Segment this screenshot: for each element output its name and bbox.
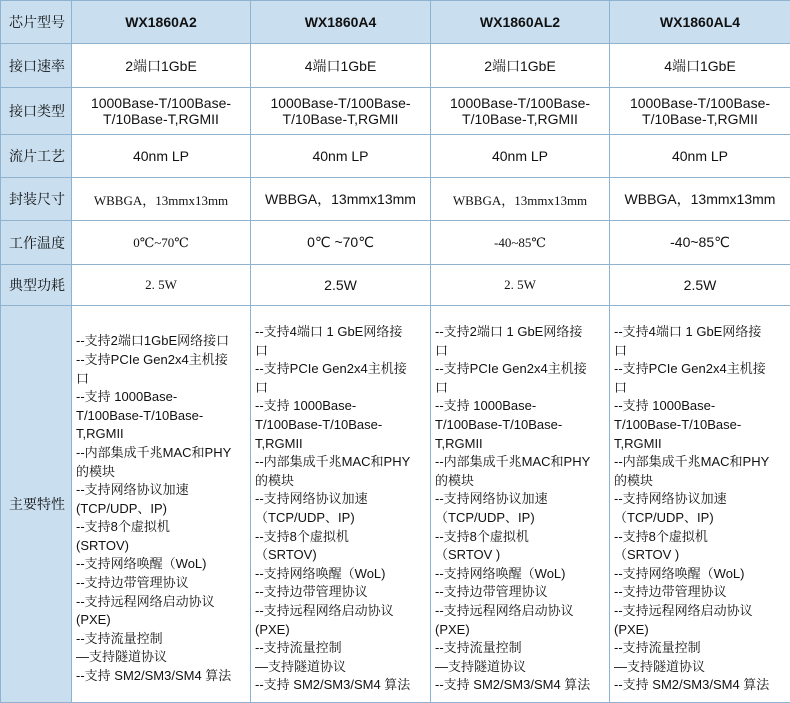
feature-line: --支持边带管理协议 (435, 584, 548, 600)
cell-value: 4端口1GbE (251, 44, 431, 88)
feature-line: (TCP/UDP、IP) (76, 500, 168, 516)
header-row (1, 1, 790, 44)
feature-line: --支持流量控制 (76, 630, 163, 646)
feature-list (431, 306, 610, 703)
feature-line: --支持网络唤醒（WoL) (614, 565, 745, 581)
feature-line: --支持2端口1GbE网络接口 (76, 333, 230, 349)
feature-list (610, 306, 790, 703)
feature-line: --支持流量控制 (435, 640, 522, 656)
feature-line: 的模块 (435, 472, 475, 488)
feature-line: --支持 SM2/SM3/SM4 算法 (255, 677, 411, 693)
row-interface-speed (1, 44, 790, 88)
feature-line: T,RGMII (435, 435, 483, 451)
feature-line: (SRTOV) (76, 537, 129, 553)
row-label: 封装尺寸 (1, 178, 72, 221)
feature-line: --支持流量控制 (614, 640, 701, 656)
feature-list (251, 306, 431, 703)
feature-line: （SRTOV ) (614, 547, 680, 563)
row-label: 主要特性 (1, 306, 72, 703)
feature-line: --内部集成千兆MAC和PHY (76, 444, 232, 460)
chip-name: WX1860A2 (72, 1, 251, 44)
chip-name: WX1860AL4 (610, 1, 790, 44)
feature-line: --支持 SM2/SM3/SM4 算法 (76, 668, 232, 684)
row-label: 典型功耗 (1, 265, 72, 306)
cell-value (431, 88, 610, 135)
cell-value: 2.5W (251, 265, 431, 306)
feature-line: 口 (435, 379, 449, 395)
cell-value: 4端口1GbE (610, 44, 790, 88)
row-temperature (1, 221, 790, 265)
header-label: 芯片型号 (1, 1, 72, 44)
feature-line: --支持PCIe Gen2x4主机接 (76, 351, 228, 367)
cell-value: WBBGA，13mmx13mm (610, 178, 790, 221)
cell-value: 2端口1GbE (431, 44, 610, 88)
feature-line: 口 (255, 379, 269, 395)
feature-line: (PXE) (614, 621, 649, 637)
row-label: 流片工艺 (1, 135, 72, 178)
cell-value: WBBGA，13mmx13mm (251, 178, 431, 221)
feature-line: （TCP/UDP、IP) (435, 510, 535, 525)
feature-line: --支持4端口 1 GbE网络接 (614, 324, 762, 340)
feature-line: --内部集成千兆MAC和PHY (435, 454, 591, 470)
feature-line: —支持隧道协议 (614, 658, 706, 674)
row-label: 接口类型 (1, 88, 72, 135)
feature-line: --支持 1000Base- (435, 398, 537, 414)
cell-value: 2端口1GbE (72, 44, 251, 88)
feature-line: --支持网络协议加速 (255, 491, 368, 507)
feature-line: --支持远程网络启动协议 (255, 602, 394, 618)
feature-line: (PXE) (255, 621, 290, 637)
feature-line: 的模块 (614, 472, 654, 488)
feature-line: --支持PCIe Gen2x4主机接 (614, 361, 766, 377)
cell-value: 2. 5W (72, 265, 251, 306)
cell-value (72, 88, 251, 135)
row-package (1, 178, 790, 221)
feature-line: (PXE) (435, 621, 470, 637)
cell-value: 40nm LP (72, 135, 251, 178)
feature-line: --支持2端口 1 GbE网络接 (435, 324, 583, 340)
cell-value: 2.5W (610, 265, 790, 306)
feature-line: --支持网络唤醒（WoL) (435, 565, 566, 581)
feature-line: --支持边带管理协议 (76, 575, 189, 591)
feature-line: （SRTOV ) (435, 547, 501, 563)
value-line: T/10Base-T,RGMII (462, 111, 578, 127)
row-label: 接口速率 (1, 44, 72, 88)
value-line: T/10Base-T,RGMII (642, 111, 758, 127)
feature-line: （TCP/UDP、IP) (614, 510, 714, 525)
row-interface-type (1, 88, 790, 135)
value-line: T/10Base-T,RGMII (282, 111, 399, 127)
row-label: 工作温度 (1, 221, 72, 265)
row-features (1, 306, 790, 703)
feature-line: —支持隧道协议 (255, 658, 347, 674)
feature-line: --支持远程网络启动协议 (76, 593, 215, 609)
cell-value: 0℃ ~70℃ (251, 221, 431, 265)
feature-line: 口 (76, 370, 90, 386)
cell-value (251, 88, 431, 135)
feature-line: --支持网络唤醒（WoL) (255, 565, 386, 581)
feature-line: --支持网络协议加速 (614, 491, 727, 507)
feature-line: T/100Base-T/10Base- (76, 407, 204, 423)
feature-line: T,RGMII (76, 426, 124, 442)
feature-line: --支持网络协议加速 (435, 491, 548, 507)
chip-name: WX1860A4 (251, 1, 431, 44)
value-line: 1000Base-T/100Base- (90, 95, 232, 111)
feature-line: --支持边带管理协议 (255, 584, 368, 600)
feature-line: T,RGMII (255, 435, 303, 451)
cell-value: -40~85℃ (431, 221, 610, 265)
feature-line: T,RGMII (614, 435, 662, 451)
feature-line: 口 (614, 342, 628, 358)
value-line: 1000Base-T/100Base- (629, 95, 771, 111)
feature-line: --支持8个虚拟机 (435, 528, 529, 544)
feature-line: --内部集成千兆MAC和PHY (614, 454, 770, 470)
feature-line: --支持远程网络启动协议 (435, 602, 574, 618)
row-process (1, 135, 790, 178)
cell-value: 40nm LP (431, 135, 610, 178)
value-line: 1000Base-T/100Base- (449, 95, 591, 111)
value-line: T/10Base-T,RGMII (103, 111, 219, 127)
feature-line: --支持PCIe Gen2x4主机接 (255, 361, 407, 377)
cell-value: 2. 5W (431, 265, 610, 306)
feature-line: --支持边带管理协议 (614, 584, 727, 600)
cell-value: 0℃~70℃ (72, 221, 251, 265)
feature-line: 口 (435, 342, 449, 358)
feature-line: 的模块 (76, 463, 116, 479)
feature-line: --支持网络协议加速 (76, 482, 189, 498)
feature-line: --支持网络唤醒（WoL) (76, 556, 207, 572)
cell-value: 40nm LP (610, 135, 790, 178)
feature-line: 口 (614, 379, 628, 395)
feature-line: --支持 SM2/SM3/SM4 算法 (614, 677, 770, 693)
row-power (1, 265, 790, 306)
value-line: 1000Base-T/100Base- (270, 95, 411, 111)
cell-value: 40nm LP (251, 135, 431, 178)
feature-line: --支持PCIe Gen2x4主机接 (435, 361, 587, 377)
cell-value: WBBGA，13mmx13mm (72, 178, 251, 221)
feature-line: --支持8个虚拟机 (255, 528, 349, 544)
feature-line: --内部集成千兆MAC和PHY (255, 454, 411, 470)
feature-line: --支持 1000Base- (614, 398, 716, 414)
feature-line: --支持 1000Base- (255, 398, 357, 414)
feature-line: （SRTOV) (255, 547, 317, 563)
feature-line: --支持8个虚拟机 (614, 528, 708, 544)
feature-line: (PXE) (76, 612, 111, 628)
feature-line: —支持隧道协议 (76, 649, 168, 665)
feature-list (72, 306, 251, 703)
feature-line: 口 (255, 342, 269, 358)
feature-line: --支持8个虚拟机 (76, 519, 170, 535)
cell-value: WBBGA，13mmx13mm (431, 178, 610, 221)
cell-value: -40~85℃ (610, 221, 790, 265)
feature-line: 的模块 (255, 472, 295, 488)
feature-line: --支持 1000Base- (76, 389, 178, 405)
feature-line: （TCP/UDP、IP) (255, 510, 355, 525)
cell-value (610, 88, 790, 135)
feature-line: T/100Base-T/10Base- (435, 417, 563, 433)
feature-line: --支持 SM2/SM3/SM4 算法 (435, 677, 591, 693)
feature-line: --支持流量控制 (255, 640, 342, 656)
feature-line: T/100Base-T/10Base- (255, 417, 383, 433)
feature-line: T/100Base-T/10Base- (614, 417, 742, 433)
chip-name: WX1860AL2 (431, 1, 610, 44)
feature-line: —支持隧道协议 (435, 658, 527, 674)
feature-line: --支持4端口 1 GbE网络接 (255, 324, 403, 340)
feature-line: --支持远程网络启动协议 (614, 602, 753, 618)
